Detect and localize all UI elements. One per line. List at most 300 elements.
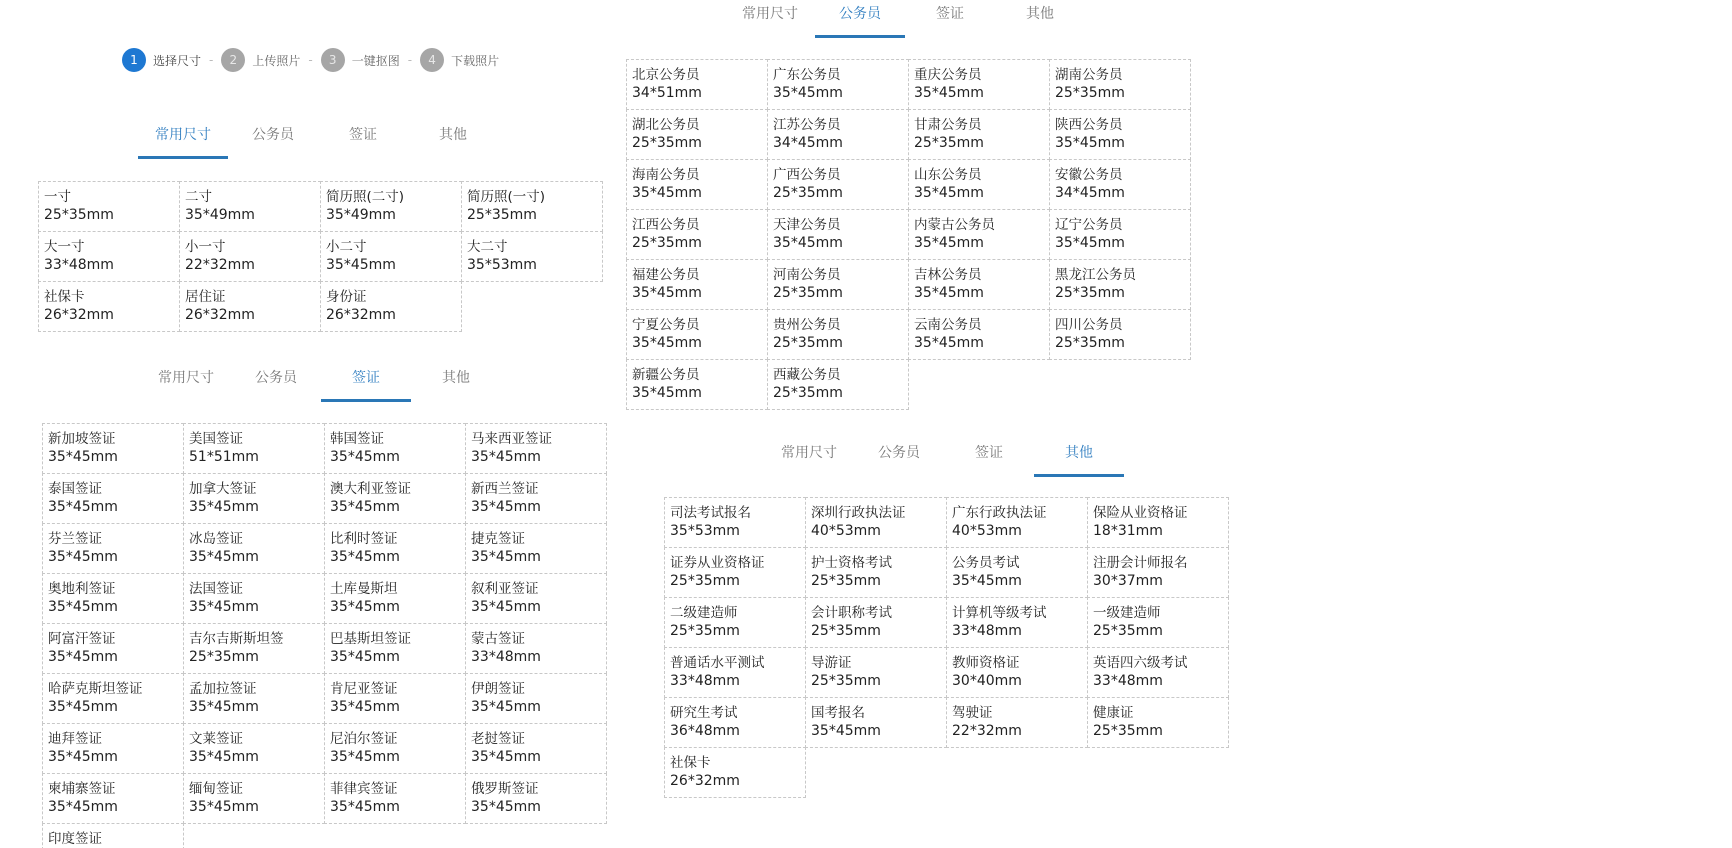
size-option-dimensions: 35*45mm bbox=[189, 749, 259, 765]
size-category-tabs-common bbox=[138, 120, 498, 164]
size-option-name: 芬兰签证 bbox=[48, 531, 102, 547]
size-option-name: 比利时签证 bbox=[330, 531, 398, 547]
size-option-name: 捷克签证 bbox=[471, 531, 525, 547]
size-option-dimensions: 35*45mm bbox=[189, 799, 259, 815]
size-option[interactable] bbox=[946, 597, 1088, 648]
tab-visa[interactable]: 签证 bbox=[975, 445, 1003, 461]
size-option[interactable] bbox=[908, 59, 1050, 110]
size-option-dimensions: 25*35mm bbox=[670, 573, 740, 589]
size-option[interactable] bbox=[664, 597, 806, 648]
size-option[interactable] bbox=[1049, 159, 1191, 210]
size-option[interactable] bbox=[465, 623, 607, 674]
size-option[interactable] bbox=[465, 673, 607, 724]
size-option-dimensions: 35*45mm bbox=[471, 749, 541, 765]
tab-other[interactable]: 其他 bbox=[1026, 6, 1054, 22]
size-option-dimensions: 33*48mm bbox=[471, 649, 541, 665]
size-option-dimensions: 25*35mm bbox=[1055, 285, 1125, 301]
size-option-dimensions: 25*35mm bbox=[467, 207, 537, 223]
size-option-dimensions: 35*45mm bbox=[952, 573, 1022, 589]
size-option[interactable] bbox=[465, 473, 607, 524]
tab-civil-servant[interactable]: 公务员 bbox=[815, 0, 905, 43]
size-option[interactable] bbox=[767, 259, 909, 310]
step-label: 上传照片 bbox=[252, 53, 301, 68]
size-option-dimensions: 30*40mm bbox=[952, 673, 1022, 689]
size-option-dimensions: 35*45mm bbox=[330, 749, 400, 765]
size-option-dimensions: 36*48mm bbox=[670, 723, 740, 739]
size-option-name: 广东行政执法证 bbox=[952, 505, 1047, 521]
size-option[interactable] bbox=[805, 497, 947, 548]
step-indicator bbox=[122, 48, 499, 72]
size-option-dimensions: 35*45mm bbox=[632, 335, 702, 351]
size-option[interactable] bbox=[465, 573, 607, 624]
size-option-name: 小一寸 bbox=[185, 239, 226, 255]
size-option-name: 内蒙古公务员 bbox=[914, 217, 995, 233]
size-option-name: 简历照(一寸) bbox=[467, 189, 546, 205]
size-option-dimensions: 35*45mm bbox=[1055, 135, 1125, 151]
size-option-dimensions: 35*45mm bbox=[48, 449, 118, 465]
size-option[interactable] bbox=[324, 473, 466, 524]
size-option[interactable] bbox=[805, 597, 947, 648]
size-option[interactable] bbox=[1049, 59, 1191, 110]
size-option-dimensions: 22*32mm bbox=[185, 257, 255, 273]
size-option-dimensions: 33*48mm bbox=[44, 257, 114, 273]
size-option-name: 英语四六级考试 bbox=[1093, 655, 1188, 671]
size-option[interactable] bbox=[324, 773, 466, 824]
size-option-name: 加拿大签证 bbox=[189, 481, 257, 497]
size-option-dimensions: 25*35mm bbox=[773, 385, 843, 401]
size-option[interactable] bbox=[183, 423, 325, 474]
size-option[interactable] bbox=[946, 547, 1088, 598]
size-option-dimensions: 35*45mm bbox=[48, 749, 118, 765]
size-option[interactable] bbox=[767, 159, 909, 210]
size-option-name: 澳大利亚签证 bbox=[330, 481, 411, 497]
size-option-name: 奥地利签证 bbox=[48, 581, 116, 597]
size-option-name: 一级建造师 bbox=[1093, 605, 1161, 621]
size-option-dimensions: 35*45mm bbox=[330, 549, 400, 565]
size-option-name: 俄罗斯签证 bbox=[471, 781, 539, 797]
size-option-name: 导游证 bbox=[811, 655, 852, 671]
size-option-name: 大二寸 bbox=[467, 239, 508, 255]
size-option[interactable] bbox=[664, 697, 806, 748]
size-grid-common bbox=[38, 181, 602, 331]
step-separator: - bbox=[308, 53, 313, 67]
step-upload-photo[interactable] bbox=[221, 48, 300, 72]
size-option-name: 二级建造师 bbox=[670, 605, 738, 621]
size-option-name: 缅甸签证 bbox=[189, 781, 243, 797]
size-option-dimensions: 35*49mm bbox=[185, 207, 255, 223]
size-option[interactable] bbox=[767, 109, 909, 160]
size-option-dimensions: 35*45mm bbox=[330, 699, 400, 715]
size-option-name: 普通话水平测试 bbox=[670, 655, 765, 671]
tab-visa[interactable]: 签证 bbox=[936, 6, 964, 22]
size-option[interactable] bbox=[664, 647, 806, 698]
tab-other[interactable]: 其他 bbox=[442, 370, 470, 386]
size-option-dimensions: 26*32mm bbox=[670, 773, 740, 789]
size-option[interactable] bbox=[767, 309, 909, 360]
size-option-dimensions: 35*45mm bbox=[189, 599, 259, 615]
size-option[interactable] bbox=[626, 259, 768, 310]
size-option-dimensions: 35*45mm bbox=[48, 549, 118, 565]
size-option-name: 重庆公务员 bbox=[914, 67, 982, 83]
step-label: 选择尺寸 bbox=[153, 53, 202, 68]
size-option-name: 哈萨克斯坦签证 bbox=[48, 681, 143, 697]
size-option-dimensions: 25*35mm bbox=[1055, 335, 1125, 351]
size-option-name: 河南公务员 bbox=[773, 267, 841, 283]
size-option-dimensions: 25*35mm bbox=[670, 623, 740, 639]
size-option-dimensions: 26*32mm bbox=[44, 307, 114, 323]
size-option[interactable] bbox=[179, 281, 321, 332]
size-option-name: 山东公务员 bbox=[914, 167, 982, 183]
size-option[interactable] bbox=[183, 773, 325, 824]
size-option[interactable] bbox=[767, 359, 909, 410]
size-option-name: 身份证 bbox=[326, 289, 367, 305]
size-option[interactable] bbox=[626, 209, 768, 260]
size-option[interactable] bbox=[1087, 647, 1229, 698]
size-grid-civil-servant bbox=[626, 59, 1190, 409]
size-option[interactable] bbox=[1087, 497, 1229, 548]
size-option-dimensions: 35*45mm bbox=[48, 699, 118, 715]
tab-other[interactable]: 其他 bbox=[1034, 438, 1124, 482]
size-option[interactable] bbox=[1087, 697, 1229, 748]
size-option[interactable] bbox=[908, 259, 1050, 310]
size-option-dimensions: 25*35mm bbox=[773, 335, 843, 351]
size-option-dimensions: 26*32mm bbox=[326, 307, 396, 323]
size-option[interactable] bbox=[1049, 209, 1191, 260]
tab-common-sizes[interactable]: 常用尺寸 bbox=[742, 6, 798, 22]
tab-visa[interactable]: 签证 bbox=[321, 363, 411, 407]
size-option-name: 简历照(二寸) bbox=[326, 189, 405, 205]
size-option[interactable] bbox=[324, 573, 466, 624]
size-option[interactable] bbox=[324, 723, 466, 774]
step-number-badge: 4 bbox=[420, 48, 444, 72]
size-option[interactable] bbox=[38, 281, 180, 332]
size-option-dimensions: 35*45mm bbox=[914, 285, 984, 301]
size-option-dimensions: 35*45mm bbox=[48, 499, 118, 515]
size-option-name: 社保卡 bbox=[670, 755, 711, 771]
size-category-tabs-civil bbox=[725, 0, 1085, 43]
size-category-tabs-other bbox=[764, 438, 1124, 482]
size-option-name: 贵州公务员 bbox=[773, 317, 841, 333]
size-option[interactable] bbox=[626, 109, 768, 160]
size-option-name: 吉尔吉斯斯坦签 bbox=[189, 631, 284, 647]
size-option-dimensions: 40*53mm bbox=[811, 523, 881, 539]
size-option-name: 菲律宾签证 bbox=[330, 781, 398, 797]
step-download-photo[interactable] bbox=[420, 48, 499, 72]
size-option[interactable] bbox=[908, 159, 1050, 210]
size-option-dimensions: 35*45mm bbox=[330, 799, 400, 815]
size-option-name: 叙利亚签证 bbox=[471, 581, 539, 597]
size-option-name: 宁夏公务员 bbox=[632, 317, 700, 333]
size-option-name: 健康证 bbox=[1093, 705, 1134, 721]
size-option-dimensions: 35*45mm bbox=[330, 449, 400, 465]
size-option-name: 保险从业资格证 bbox=[1093, 505, 1188, 521]
size-option[interactable] bbox=[465, 423, 607, 474]
step-remove-background[interactable] bbox=[321, 48, 400, 72]
size-option[interactable] bbox=[946, 697, 1088, 748]
step-number-badge: 3 bbox=[321, 48, 345, 72]
size-option[interactable] bbox=[1087, 547, 1229, 598]
size-option-name: 迪拜签证 bbox=[48, 731, 102, 747]
size-option[interactable] bbox=[42, 823, 184, 848]
size-option-dimensions: 34*51mm bbox=[632, 85, 702, 101]
size-option-name: 社保卡 bbox=[44, 289, 85, 305]
size-option-dimensions: 51*51mm bbox=[189, 449, 259, 465]
size-option-dimensions: 35*45mm bbox=[914, 235, 984, 251]
size-option-name: 文莱签证 bbox=[189, 731, 243, 747]
size-option-name: 老挝签证 bbox=[471, 731, 525, 747]
size-option-name: 辽宁公务员 bbox=[1055, 217, 1123, 233]
size-option[interactable] bbox=[320, 181, 462, 232]
size-option-dimensions: 35*45mm bbox=[914, 185, 984, 201]
size-option-name: 安徽公务员 bbox=[1055, 167, 1123, 183]
size-option-dimensions: 33*48mm bbox=[952, 623, 1022, 639]
size-option[interactable] bbox=[908, 109, 1050, 160]
size-option-dimensions: 25*35mm bbox=[1093, 623, 1163, 639]
size-option-dimensions: 25*35mm bbox=[44, 207, 114, 223]
size-option-dimensions: 35*45mm bbox=[330, 649, 400, 665]
size-option-name: 江苏公务员 bbox=[773, 117, 841, 133]
size-option-name: 柬埔寨签证 bbox=[48, 781, 116, 797]
size-option-name: 会计职称考试 bbox=[811, 605, 892, 621]
size-option-name: 云南公务员 bbox=[914, 317, 982, 333]
size-option-name: 伊朗签证 bbox=[471, 681, 525, 697]
size-option[interactable] bbox=[908, 309, 1050, 360]
step-separator: - bbox=[407, 53, 413, 67]
size-option-dimensions: 35*45mm bbox=[1055, 235, 1125, 251]
tab-civil-servant[interactable]: 公务员 bbox=[255, 370, 297, 386]
size-option[interactable] bbox=[324, 423, 466, 474]
size-option[interactable] bbox=[465, 723, 607, 774]
size-option[interactable] bbox=[183, 573, 325, 624]
size-option[interactable] bbox=[320, 281, 462, 332]
size-option-name: 黑龙江公务员 bbox=[1055, 267, 1136, 283]
size-option-name: 北京公务员 bbox=[632, 67, 700, 83]
size-option[interactable] bbox=[183, 623, 325, 674]
size-option[interactable] bbox=[179, 181, 321, 232]
size-option[interactable] bbox=[183, 723, 325, 774]
size-option[interactable] bbox=[183, 523, 325, 574]
size-option[interactable] bbox=[1049, 309, 1191, 360]
size-option[interactable] bbox=[908, 209, 1050, 260]
size-option[interactable] bbox=[179, 231, 321, 282]
size-option-dimensions: 25*35mm bbox=[632, 235, 702, 251]
size-option[interactable] bbox=[664, 497, 806, 548]
size-option-name: 巴基斯坦签证 bbox=[330, 631, 411, 647]
size-option[interactable] bbox=[805, 697, 947, 748]
size-option[interactable] bbox=[626, 309, 768, 360]
size-option[interactable] bbox=[946, 497, 1088, 548]
tab-civil-servant[interactable]: 公务员 bbox=[878, 445, 920, 461]
size-option[interactable] bbox=[42, 723, 184, 774]
size-option[interactable] bbox=[42, 423, 184, 474]
size-option-name: 福建公务员 bbox=[632, 267, 700, 283]
size-option-name: 公务员考试 bbox=[952, 555, 1020, 571]
size-option[interactable] bbox=[767, 209, 909, 260]
size-option-name: 尼泊尔签证 bbox=[330, 731, 398, 747]
size-option-dimensions: 35*45mm bbox=[471, 549, 541, 565]
size-option[interactable] bbox=[42, 473, 184, 524]
size-option-dimensions: 25*35mm bbox=[811, 623, 881, 639]
size-option-name: 护士资格考试 bbox=[811, 555, 892, 571]
size-option[interactable] bbox=[183, 473, 325, 524]
tab-common-sizes[interactable]: 常用尺寸 bbox=[158, 370, 214, 386]
size-option[interactable] bbox=[1049, 109, 1191, 160]
size-option-name: 蒙古签证 bbox=[471, 631, 525, 647]
step-number-badge: 2 bbox=[221, 48, 245, 72]
size-option-dimensions: 35*45mm bbox=[189, 499, 259, 515]
size-option-name: 甘肃公务员 bbox=[914, 117, 982, 133]
size-option-dimensions: 35*45mm bbox=[48, 649, 118, 665]
size-option-dimensions: 35*45mm bbox=[48, 799, 118, 815]
size-option-dimensions: 30*37mm bbox=[1093, 573, 1163, 589]
size-option-dimensions: 25*35mm bbox=[1055, 85, 1125, 101]
size-option-dimensions: 35*45mm bbox=[189, 549, 259, 565]
size-option-name: 吉林公务员 bbox=[914, 267, 982, 283]
size-option[interactable] bbox=[805, 647, 947, 698]
size-option[interactable] bbox=[38, 181, 180, 232]
size-option-dimensions: 35*45mm bbox=[811, 723, 881, 739]
size-option[interactable] bbox=[461, 181, 603, 232]
step-label: 一键抠图 bbox=[351, 53, 400, 68]
size-option-name: 一寸 bbox=[44, 189, 71, 205]
size-option-dimensions: 35*45mm bbox=[330, 599, 400, 615]
size-option-dimensions: 35*45mm bbox=[632, 385, 702, 401]
size-option-name: 研究生考试 bbox=[670, 705, 738, 721]
size-option[interactable] bbox=[767, 59, 909, 110]
size-option-name: 江西公务员 bbox=[632, 217, 700, 233]
size-option-dimensions: 25*35mm bbox=[189, 649, 259, 665]
size-option-name: 小二寸 bbox=[326, 239, 367, 255]
size-option-name: 美国签证 bbox=[189, 431, 243, 447]
size-option-name: 湖北公务员 bbox=[632, 117, 700, 133]
size-grid-visa bbox=[42, 423, 606, 848]
size-option-name: 天津公务员 bbox=[773, 217, 841, 233]
size-option[interactable] bbox=[664, 747, 806, 798]
size-option-name: 泰国签证 bbox=[48, 481, 102, 497]
size-option-name: 冰岛签证 bbox=[189, 531, 243, 547]
size-option[interactable] bbox=[626, 59, 768, 110]
size-option[interactable] bbox=[946, 647, 1088, 698]
size-option[interactable] bbox=[42, 573, 184, 624]
size-option-name: 深圳行政执法证 bbox=[811, 505, 906, 521]
size-option[interactable] bbox=[324, 523, 466, 574]
size-option-name: 陕西公务员 bbox=[1055, 117, 1123, 133]
size-grid-other bbox=[664, 497, 1228, 797]
size-option-dimensions: 22*32mm bbox=[952, 723, 1022, 739]
size-option-name: 阿富汗签证 bbox=[48, 631, 116, 647]
size-option-name: 广西公务员 bbox=[773, 167, 841, 183]
size-option-dimensions: 35*45mm bbox=[632, 285, 702, 301]
size-option-dimensions: 35*45mm bbox=[471, 699, 541, 715]
tab-visa[interactable]: 签证 bbox=[349, 127, 377, 143]
size-option-dimensions: 35*45mm bbox=[471, 599, 541, 615]
step-separator: - bbox=[209, 53, 214, 67]
size-option-name: 广东公务员 bbox=[773, 67, 841, 83]
size-option[interactable] bbox=[183, 673, 325, 724]
size-option-dimensions: 35*49mm bbox=[326, 207, 396, 223]
size-option[interactable] bbox=[465, 773, 607, 824]
size-option[interactable] bbox=[805, 547, 947, 598]
size-option[interactable] bbox=[461, 231, 603, 282]
size-option-name: 二寸 bbox=[185, 189, 212, 205]
size-option-dimensions: 40*53mm bbox=[952, 523, 1022, 539]
size-option-dimensions: 33*48mm bbox=[1093, 673, 1163, 689]
size-option-dimensions: 35*45mm bbox=[632, 185, 702, 201]
size-option[interactable] bbox=[38, 231, 180, 282]
size-option-dimensions: 35*53mm bbox=[467, 257, 537, 273]
tab-common-sizes[interactable]: 常用尺寸 bbox=[138, 120, 228, 164]
step-select-size[interactable] bbox=[122, 48, 201, 72]
size-option[interactable] bbox=[324, 623, 466, 674]
size-option[interactable] bbox=[42, 673, 184, 724]
size-option-dimensions: 25*35mm bbox=[811, 673, 881, 689]
size-option-name: 海南公务员 bbox=[632, 167, 700, 183]
size-option-name: 肯尼亚签证 bbox=[330, 681, 398, 697]
size-option-dimensions: 25*35mm bbox=[914, 135, 984, 151]
size-option-dimensions: 35*45mm bbox=[189, 699, 259, 715]
size-option-dimensions: 25*35mm bbox=[632, 135, 702, 151]
size-option-name: 注册会计师报名 bbox=[1093, 555, 1188, 571]
size-option-dimensions: 35*45mm bbox=[330, 499, 400, 515]
size-option-name: 大一寸 bbox=[44, 239, 85, 255]
size-option-name: 法国签证 bbox=[189, 581, 243, 597]
step-number-badge: 1 bbox=[122, 48, 146, 72]
size-option-name: 教师资格证 bbox=[952, 655, 1020, 671]
size-option-name: 马来西亚签证 bbox=[471, 431, 552, 447]
size-option-dimensions: 35*45mm bbox=[471, 499, 541, 515]
size-option[interactable] bbox=[664, 547, 806, 598]
size-option-dimensions: 18*31mm bbox=[1093, 523, 1163, 539]
size-option[interactable] bbox=[42, 623, 184, 674]
size-option-name: 湖南公务员 bbox=[1055, 67, 1123, 83]
size-option-dimensions: 34*45mm bbox=[773, 135, 843, 151]
size-option-name: 新西兰签证 bbox=[471, 481, 539, 497]
size-option-name: 韩国签证 bbox=[330, 431, 384, 447]
size-option-dimensions: 35*53mm bbox=[670, 523, 740, 539]
size-option[interactable] bbox=[465, 523, 607, 574]
size-option-dimensions: 34*45mm bbox=[1055, 185, 1125, 201]
size-option-name: 计算机等级考试 bbox=[952, 605, 1047, 621]
size-option[interactable] bbox=[1049, 259, 1191, 310]
tab-common-sizes[interactable]: 常用尺寸 bbox=[781, 445, 837, 461]
size-option-name: 土库曼斯坦 bbox=[330, 581, 398, 597]
size-option[interactable] bbox=[626, 159, 768, 210]
size-option-name: 印度签证 bbox=[48, 831, 102, 847]
size-option-dimensions: 25*35mm bbox=[811, 573, 881, 589]
size-option-dimensions: 35*45mm bbox=[773, 85, 843, 101]
size-option-dimensions: 35*45mm bbox=[471, 799, 541, 815]
size-option[interactable] bbox=[320, 231, 462, 282]
size-option-name: 新疆公务员 bbox=[632, 367, 700, 383]
size-option[interactable] bbox=[1087, 597, 1229, 648]
size-option-name: 国考报名 bbox=[811, 705, 865, 721]
tab-civil-servant[interactable]: 公务员 bbox=[252, 127, 294, 143]
size-option-name: 四川公务员 bbox=[1055, 317, 1123, 333]
size-option[interactable] bbox=[42, 773, 184, 824]
size-option[interactable] bbox=[626, 359, 768, 410]
size-option-dimensions: 35*45mm bbox=[326, 257, 396, 273]
size-option-dimensions: 25*35mm bbox=[773, 285, 843, 301]
size-option-name: 西藏公务员 bbox=[773, 367, 841, 383]
size-option[interactable] bbox=[42, 523, 184, 574]
size-option[interactable] bbox=[324, 673, 466, 724]
size-option-name: 驾驶证 bbox=[952, 705, 993, 721]
size-option-name: 孟加拉签证 bbox=[189, 681, 257, 697]
tab-other[interactable]: 其他 bbox=[439, 127, 467, 143]
size-option-name: 居住证 bbox=[185, 289, 226, 305]
size-option-dimensions: 35*45mm bbox=[773, 235, 843, 251]
size-option-dimensions: 35*45mm bbox=[914, 335, 984, 351]
